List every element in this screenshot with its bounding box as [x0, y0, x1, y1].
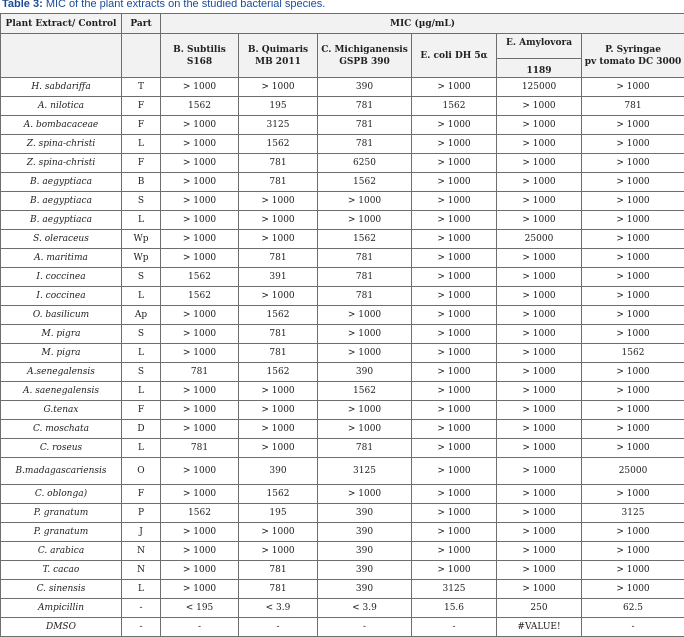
cell-plant-name: I. coccinea — [1, 268, 122, 287]
header-mic: MIC (µg/mL) — [161, 14, 684, 34]
cell-mic-value: > 1000 — [161, 135, 239, 154]
cell-plant-name: M. pigra — [1, 325, 122, 344]
cell-plant-name: C. arabica — [1, 542, 122, 561]
cell-plant-name: O. basilicum — [1, 306, 122, 325]
table-row — [1, 504, 684, 523]
cell-mic-value: > 1000 — [412, 523, 497, 542]
cell-mic-value: 781 — [161, 363, 239, 382]
cell-mic-value: > 1000 — [161, 561, 239, 580]
cell-mic-value: > 1000 — [239, 230, 318, 249]
cell-mic-value: 781 — [318, 97, 412, 116]
table-row — [1, 439, 684, 458]
cell-mic-value: > 1000 — [497, 344, 582, 363]
table-row — [1, 618, 684, 637]
table-row — [1, 154, 684, 173]
cell-mic-value: > 1000 — [412, 325, 497, 344]
cell-mic-value: > 1000 — [497, 287, 582, 306]
cell-mic-value: 1562 — [161, 287, 239, 306]
table-row — [1, 173, 684, 192]
caption-label: Table 3: — [2, 0, 43, 10]
cell-mic-value: > 1000 — [582, 580, 684, 599]
cell-part: O — [122, 458, 161, 485]
cell-mic-value: > 1000 — [582, 363, 684, 382]
cell-mic-value: > 1000 — [239, 382, 318, 401]
cell-plant-name: S. oleraceus — [1, 230, 122, 249]
cell-plant-name: DMSO — [1, 618, 122, 637]
cell-mic-value: > 1000 — [582, 542, 684, 561]
cell-part: - — [122, 618, 161, 637]
cell-plant-name: G.tenax — [1, 401, 122, 420]
cell-plant-name: C. moschata — [1, 420, 122, 439]
table-row — [1, 523, 684, 542]
cell-mic-value: > 1000 — [582, 306, 684, 325]
cell-part: L — [122, 382, 161, 401]
cell-mic-value: > 1000 — [239, 401, 318, 420]
header-plant-extract: Plant Extract/ Control — [1, 14, 122, 34]
cell-plant-name: P. granatum — [1, 523, 122, 542]
cell-mic-value: 781 — [318, 116, 412, 135]
cell-part: N — [122, 561, 161, 580]
cell-mic-value: 781 — [582, 97, 684, 116]
cell-part: F — [122, 97, 161, 116]
cell-mic-value: > 1000 — [497, 439, 582, 458]
cell-mic-value: 390 — [318, 542, 412, 561]
table-caption — [2, 0, 325, 11]
cell-mic-value: > 1000 — [412, 382, 497, 401]
cell-mic-value: 1562 — [239, 363, 318, 382]
cell-mic-value: 6250 — [318, 154, 412, 173]
cell-mic-value: 62.5 — [582, 599, 684, 618]
cell-mic-value: > 1000 — [161, 306, 239, 325]
cell-mic-value: 1562 — [161, 268, 239, 287]
cell-mic-value: > 1000 — [582, 401, 684, 420]
cell-mic-value: > 1000 — [412, 401, 497, 420]
cell-mic-value: > 1000 — [497, 523, 582, 542]
cell-mic-value: 15.6 — [412, 599, 497, 618]
cell-mic-value: 1562 — [318, 173, 412, 192]
cell-plant-name: Ampicillin — [1, 599, 122, 618]
cell-mic-value: > 1000 — [497, 154, 582, 173]
cell-mic-value: 781 — [239, 344, 318, 363]
cell-mic-value: > 1000 — [161, 192, 239, 211]
cell-part: L — [122, 287, 161, 306]
table-row — [1, 211, 684, 230]
cell-mic-value: > 1000 — [582, 382, 684, 401]
cell-mic-value: > 1000 — [497, 485, 582, 504]
table-row — [1, 485, 684, 504]
table-row — [1, 382, 684, 401]
cell-plant-name: B.madagascariensis — [1, 458, 122, 485]
cell-part: T — [122, 78, 161, 97]
cell-mic-value: 1562 — [161, 97, 239, 116]
cell-plant-name: C. roseus — [1, 439, 122, 458]
cell-mic-value: 3125 — [582, 504, 684, 523]
cell-mic-value: - — [239, 618, 318, 637]
cell-mic-value: > 1000 — [161, 230, 239, 249]
cell-mic-value: > 1000 — [582, 211, 684, 230]
cell-mic-value: > 1000 — [582, 420, 684, 439]
table-row — [1, 401, 684, 420]
cell-mic-value: > 1000 — [161, 382, 239, 401]
mic-table — [0, 13, 684, 637]
cell-mic-value: 781 — [239, 173, 318, 192]
cell-mic-value: 25000 — [497, 230, 582, 249]
cell-part: L — [122, 580, 161, 599]
cell-mic-value: > 1000 — [239, 192, 318, 211]
cell-mic-value: > 1000 — [582, 561, 684, 580]
cell-mic-value: 125000 — [497, 78, 582, 97]
cell-mic-value: 390 — [318, 580, 412, 599]
cell-mic-value: 1562 — [412, 97, 497, 116]
cell-mic-value: 3125 — [239, 116, 318, 135]
cell-mic-value: > 1000 — [582, 268, 684, 287]
cell-mic-value: > 1000 — [161, 523, 239, 542]
cell-mic-value: > 1000 — [161, 580, 239, 599]
cell-mic-value: > 1000 — [412, 542, 497, 561]
cell-mic-value: > 1000 — [497, 192, 582, 211]
cell-mic-value: > 1000 — [412, 154, 497, 173]
cell-mic-value: #VALUE! — [497, 618, 582, 637]
cell-mic-value: - — [161, 618, 239, 637]
cell-mic-value: 250 — [497, 599, 582, 618]
cell-mic-value: - — [582, 618, 684, 637]
cell-mic-value: > 1000 — [582, 135, 684, 154]
cell-mic-value: > 1000 — [412, 306, 497, 325]
cell-plant-name: B. aegyptiaca — [1, 173, 122, 192]
cell-mic-value: > 1000 — [412, 78, 497, 97]
cell-mic-value: > 1000 — [239, 211, 318, 230]
cell-part: Wp — [122, 230, 161, 249]
cell-part: Wp — [122, 249, 161, 268]
cell-part: Ap — [122, 306, 161, 325]
cell-mic-value: > 1000 — [412, 116, 497, 135]
cell-mic-value: > 1000 — [412, 485, 497, 504]
cell-mic-value: > 1000 — [161, 344, 239, 363]
cell-mic-value: > 1000 — [582, 192, 684, 211]
header-b-quimaris: B. Quimaris MB 2011 — [239, 34, 318, 78]
cell-mic-value: 781 — [239, 249, 318, 268]
cell-mic-value: > 1000 — [318, 192, 412, 211]
cell-mic-value: > 1000 — [161, 116, 239, 135]
cell-mic-value: > 1000 — [161, 154, 239, 173]
cell-plant-name: Z. spina-christi — [1, 135, 122, 154]
cell-mic-value: > 1000 — [412, 458, 497, 485]
cell-mic-value: > 1000 — [582, 154, 684, 173]
cell-mic-value: 391 — [239, 268, 318, 287]
table-head — [1, 14, 684, 78]
cell-mic-value: > 1000 — [582, 249, 684, 268]
cell-mic-value: > 1000 — [497, 401, 582, 420]
cell-mic-value: 25000 — [582, 458, 684, 485]
cell-mic-value: > 1000 — [318, 401, 412, 420]
cell-mic-value: > 1000 — [497, 173, 582, 192]
cell-mic-value: > 1000 — [497, 420, 582, 439]
header-row-2 — [1, 34, 684, 78]
cell-mic-value: > 1000 — [412, 135, 497, 154]
cell-mic-value: > 1000 — [318, 211, 412, 230]
cell-mic-value: > 1000 — [582, 523, 684, 542]
cell-part: B — [122, 173, 161, 192]
header-part-blank — [122, 34, 161, 78]
cell-mic-value: 781 — [239, 325, 318, 344]
header-part: Part — [122, 14, 161, 34]
cell-plant-name: M. pigra — [1, 344, 122, 363]
cell-part: L — [122, 344, 161, 363]
cell-mic-value: 195 — [239, 97, 318, 116]
cell-mic-value: > 1000 — [497, 268, 582, 287]
table-row — [1, 249, 684, 268]
header-p-syringae: P. Syringae pv tomato DC 3000 — [582, 34, 684, 78]
cell-part: D — [122, 420, 161, 439]
cell-part: F — [122, 116, 161, 135]
cell-mic-value: > 1000 — [497, 306, 582, 325]
cell-mic-value: > 1000 — [412, 173, 497, 192]
cell-mic-value: 781 — [318, 268, 412, 287]
cell-mic-value: > 1000 — [161, 401, 239, 420]
table-row — [1, 542, 684, 561]
cell-part: L — [122, 135, 161, 154]
table-row — [1, 287, 684, 306]
cell-mic-value: > 1000 — [161, 78, 239, 97]
cell-mic-value: > 1000 — [412, 211, 497, 230]
cell-mic-value: 390 — [318, 363, 412, 382]
cell-mic-value: > 1000 — [497, 561, 582, 580]
cell-mic-value: > 1000 — [497, 580, 582, 599]
cell-mic-value: > 1000 — [412, 344, 497, 363]
cell-mic-value: 390 — [318, 561, 412, 580]
cell-mic-value: > 1000 — [412, 439, 497, 458]
table-row — [1, 580, 684, 599]
cell-part: F — [122, 154, 161, 173]
cell-mic-value: 390 — [239, 458, 318, 485]
cell-plant-name: C. oblonga) — [1, 485, 122, 504]
table-row — [1, 192, 684, 211]
cell-mic-value: > 1000 — [161, 211, 239, 230]
cell-mic-value: > 1000 — [497, 542, 582, 561]
cell-mic-value: 1562 — [318, 382, 412, 401]
cell-plant-name: A. nilotica — [1, 97, 122, 116]
cell-mic-value: > 1000 — [318, 420, 412, 439]
cell-mic-value: > 1000 — [582, 287, 684, 306]
cell-part: F — [122, 401, 161, 420]
cell-part: S — [122, 325, 161, 344]
cell-plant-name: C. sinensis — [1, 580, 122, 599]
cell-mic-value: > 1000 — [497, 504, 582, 523]
cell-mic-value: > 1000 — [412, 561, 497, 580]
table-row — [1, 97, 684, 116]
cell-mic-value: > 1000 — [582, 173, 684, 192]
header-c-michiganensis: C. Michiganensis GSPB 390 — [318, 34, 412, 78]
cell-mic-value: > 1000 — [497, 97, 582, 116]
cell-mic-value: > 1000 — [582, 116, 684, 135]
cell-plant-name: T. cacao — [1, 561, 122, 580]
cell-mic-value: 1562 — [239, 135, 318, 154]
cell-mic-value: - — [318, 618, 412, 637]
table-row — [1, 420, 684, 439]
cell-mic-value: > 1000 — [412, 192, 497, 211]
cell-mic-value: > 1000 — [412, 420, 497, 439]
cell-mic-value: 1562 — [582, 344, 684, 363]
cell-plant-name: H. sabdariffa — [1, 78, 122, 97]
cell-plant-name: B. aegyptiaca — [1, 211, 122, 230]
cell-mic-value: 1562 — [239, 485, 318, 504]
cell-mic-value: 781 — [318, 135, 412, 154]
cell-mic-value: 3125 — [318, 458, 412, 485]
cell-mic-value: 1562 — [161, 504, 239, 523]
cell-mic-value: > 1000 — [497, 382, 582, 401]
cell-mic-value: > 1000 — [318, 485, 412, 504]
cell-part: P — [122, 504, 161, 523]
cell-mic-value: 781 — [318, 249, 412, 268]
table-row — [1, 325, 684, 344]
table-row — [1, 306, 684, 325]
cell-mic-value: > 1000 — [239, 420, 318, 439]
table-row — [1, 268, 684, 287]
cell-part: S — [122, 363, 161, 382]
table-row — [1, 135, 684, 154]
cell-plant-name: A. bombacaceae — [1, 116, 122, 135]
header-plant-blank — [1, 34, 122, 78]
cell-mic-value: > 1000 — [412, 249, 497, 268]
cell-part: S — [122, 192, 161, 211]
cell-mic-value: > 1000 — [582, 78, 684, 97]
cell-mic-value: < 3.9 — [318, 599, 412, 618]
cell-mic-value: > 1000 — [412, 230, 497, 249]
cell-mic-value: > 1000 — [497, 458, 582, 485]
cell-mic-value: 1562 — [239, 306, 318, 325]
cell-mic-value: > 1000 — [161, 542, 239, 561]
cell-mic-value: < 3.9 — [239, 599, 318, 618]
table-row — [1, 78, 684, 97]
cell-plant-name: I. coccinea — [1, 287, 122, 306]
cell-mic-value: > 1000 — [318, 325, 412, 344]
cell-mic-value: > 1000 — [161, 458, 239, 485]
cell-mic-value: 781 — [239, 580, 318, 599]
cell-mic-value: > 1000 — [239, 542, 318, 561]
table-row — [1, 344, 684, 363]
cell-part: - — [122, 599, 161, 618]
table-body — [1, 78, 684, 637]
cell-mic-value: > 1000 — [161, 325, 239, 344]
table-row — [1, 363, 684, 382]
header-b-subtilis: B. Subtilis S168 — [161, 34, 239, 78]
caption-text: MIC of the plant extracts on the studied bacterial species. — [43, 0, 325, 10]
cell-part: F — [122, 485, 161, 504]
table-row — [1, 599, 684, 618]
cell-mic-value: > 1000 — [497, 325, 582, 344]
cell-mic-value: > 1000 — [412, 363, 497, 382]
cell-mic-value: > 1000 — [497, 116, 582, 135]
header-row-1 — [1, 14, 684, 34]
cell-mic-value: 390 — [318, 523, 412, 542]
header-e-coli: E. coli DH 5α — [412, 34, 497, 78]
cell-mic-value: > 1000 — [582, 485, 684, 504]
cell-mic-value: > 1000 — [239, 523, 318, 542]
cell-mic-value: 390 — [318, 78, 412, 97]
cell-mic-value: > 1000 — [318, 344, 412, 363]
cell-plant-name: Z. spina-christi — [1, 154, 122, 173]
cell-mic-value: > 1000 — [497, 135, 582, 154]
cell-part: J — [122, 523, 161, 542]
cell-plant-name: A.senegalensis — [1, 363, 122, 382]
header-e-amylovora: E. Amylovora 1189 — [497, 34, 582, 78]
cell-mic-value: < 195 — [161, 599, 239, 618]
cell-mic-value: > 1000 — [161, 249, 239, 268]
cell-part: L — [122, 439, 161, 458]
table-row — [1, 230, 684, 249]
cell-mic-value: 1562 — [318, 230, 412, 249]
cell-mic-value: > 1000 — [239, 287, 318, 306]
cell-mic-value: 390 — [318, 504, 412, 523]
cell-mic-value: > 1000 — [412, 504, 497, 523]
cell-mic-value: > 1000 — [412, 287, 497, 306]
cell-mic-value: 781 — [318, 287, 412, 306]
cell-mic-value: > 1000 — [497, 249, 582, 268]
table-row — [1, 458, 684, 485]
table-row — [1, 116, 684, 135]
cell-plant-name: A. saenegalensis — [1, 382, 122, 401]
cell-mic-value: 3125 — [412, 580, 497, 599]
cell-mic-value: > 1000 — [161, 485, 239, 504]
table-row — [1, 561, 684, 580]
cell-mic-value: 781 — [239, 154, 318, 173]
cell-mic-value: > 1000 — [497, 211, 582, 230]
cell-part: S — [122, 268, 161, 287]
cell-plant-name: B. aegyptiaca — [1, 192, 122, 211]
cell-mic-value: > 1000 — [318, 306, 412, 325]
cell-mic-value: 195 — [239, 504, 318, 523]
cell-mic-value: 781 — [161, 439, 239, 458]
cell-mic-value: > 1000 — [497, 363, 582, 382]
cell-part: N — [122, 542, 161, 561]
cell-mic-value: > 1000 — [582, 325, 684, 344]
cell-mic-value: > 1000 — [582, 439, 684, 458]
cell-mic-value: - — [412, 618, 497, 637]
cell-mic-value: > 1000 — [161, 173, 239, 192]
cell-mic-value: 781 — [239, 561, 318, 580]
cell-mic-value: 781 — [318, 439, 412, 458]
cell-mic-value: > 1000 — [412, 268, 497, 287]
cell-plant-name: A. maritima — [1, 249, 122, 268]
cell-mic-value: > 1000 — [239, 439, 318, 458]
cell-mic-value: > 1000 — [161, 420, 239, 439]
cell-part: L — [122, 211, 161, 230]
cell-mic-value: > 1000 — [239, 78, 318, 97]
cell-mic-value: > 1000 — [582, 230, 684, 249]
cell-plant-name: P. granatum — [1, 504, 122, 523]
